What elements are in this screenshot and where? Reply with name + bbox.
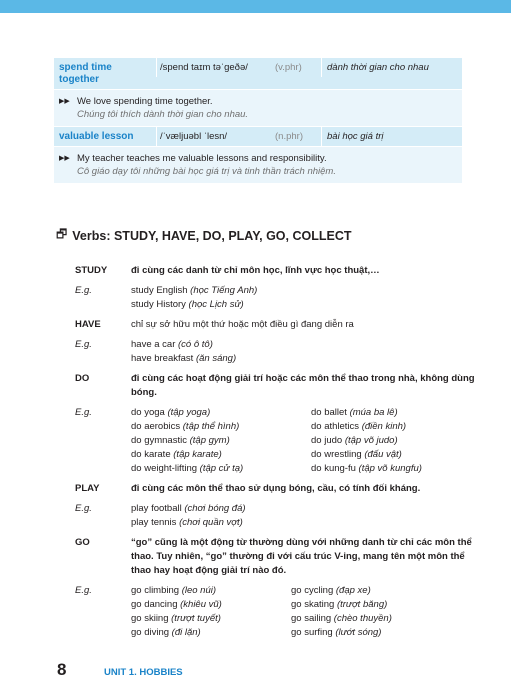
example-pair: do aerobics (tập thể hình) do athletics (điền kinh) bbox=[131, 421, 407, 432]
verb-label: GO bbox=[75, 537, 90, 548]
vocab-example bbox=[54, 90, 462, 127]
notebook-icon: 🗗 bbox=[56, 227, 68, 241]
example-pair: go skiing (trượt tuyết) go sailing (chèo thuyền) bbox=[131, 613, 392, 624]
grammar-list bbox=[75, 264, 475, 646]
vocab-part-of-speech: (n.phr) bbox=[275, 131, 303, 142]
vocab-row bbox=[54, 127, 462, 147]
eg-label: E.g. bbox=[75, 585, 92, 596]
eg-label: E.g. bbox=[75, 503, 92, 514]
verb-description: chỉ sự sở hữu một thứ hoặc một điều gì đang diễn ra bbox=[131, 319, 354, 330]
eg-label: E.g. bbox=[75, 285, 92, 296]
top-color-band bbox=[0, 0, 511, 13]
vocab-word: spend time together bbox=[59, 62, 112, 85]
grammar-entry-do bbox=[75, 372, 475, 400]
grammar-entry-study bbox=[75, 264, 475, 278]
eg-label: E.g. bbox=[75, 339, 92, 350]
example-english: My teacher teaches me valuable lessons and responsibility. bbox=[77, 153, 327, 164]
example-vietnamese: Chúng tôi thích dành thời gian cho nhau. bbox=[77, 109, 249, 120]
vocabulary-table bbox=[54, 58, 462, 184]
example-line: study History (học Lịch sử) bbox=[131, 299, 244, 310]
example-block bbox=[75, 284, 475, 312]
example-pair: do yoga (tập yoga) do ballet (múa ba lê) bbox=[131, 407, 398, 418]
example-vietnamese: Cô giáo dạy tôi những bài học giá trị và tinh thần trách nhiệm. bbox=[77, 166, 336, 177]
double-arrow-icon: ▶▶ bbox=[59, 155, 70, 162]
vocab-row bbox=[54, 58, 462, 90]
section-heading bbox=[56, 225, 352, 246]
example-pair: do weight-lifting (tập cử tạ) do kung-fu (tập võ kungfu) bbox=[131, 463, 422, 474]
grammar-entry-have bbox=[75, 318, 475, 332]
example-line: play tennis (chơi quần vợt) bbox=[131, 517, 243, 528]
example-pair: go dancing (khiêu vũ) go skating (trượt băng) bbox=[131, 599, 388, 610]
vocab-part-of-speech: (v.phr) bbox=[275, 62, 302, 73]
double-arrow-icon: ▶▶ bbox=[59, 98, 70, 105]
verb-label: STUDY bbox=[75, 265, 108, 276]
vocab-meaning: dành thời gian cho nhau bbox=[321, 58, 462, 77]
example-pair: go diving (đi lặn) go surfing (lướt sóng) bbox=[131, 627, 382, 638]
eg-label: E.g. bbox=[75, 407, 92, 418]
grammar-entry-play bbox=[75, 482, 475, 496]
example-line: have a car (có ô tô) bbox=[131, 339, 213, 350]
verb-label: PLAY bbox=[75, 483, 100, 494]
example-line: play football (chơi bóng đá) bbox=[131, 503, 246, 514]
vocab-example bbox=[54, 147, 462, 184]
vocab-ipa: /spend taɪm təˈɡeðə/ bbox=[156, 58, 272, 77]
vocab-meaning: bài học giá trị bbox=[321, 127, 462, 146]
verb-description: “go” cũng là một động từ thường dùng với những danh từ chỉ các môn thể thao. Tuy nhiên, “go” thường đi với cấu trúc V-ing, mang tên một môn thể thao hay hoạt động giải trí nào đó. bbox=[131, 537, 472, 576]
section-title: Verbs: STUDY, HAVE, DO, PLAY, GO, COLLECT bbox=[72, 228, 352, 243]
example-block bbox=[75, 338, 475, 366]
example-line: have breakfast (ăn sáng) bbox=[131, 353, 237, 364]
example-block bbox=[75, 406, 475, 476]
example-block bbox=[75, 584, 475, 640]
vocab-word: valuable lesson bbox=[59, 131, 134, 142]
verb-label: DO bbox=[75, 373, 90, 384]
page-number: 8 bbox=[57, 660, 67, 679]
grammar-entry-go bbox=[75, 536, 475, 578]
example-block bbox=[75, 502, 475, 530]
example-english: We love spending time together. bbox=[77, 96, 213, 107]
unit-title: UNIT 1. HOBBIES bbox=[104, 667, 183, 678]
example-pair: do karate (tập karate) do wrestling (đấu vật) bbox=[131, 449, 402, 460]
vocab-ipa: /ˈvæljuəbl ˈlesn/ bbox=[156, 127, 272, 146]
verb-description: đi cùng các hoạt động giải trí hoặc các môn thể thao trong nhà, không dùng bóng. bbox=[131, 373, 475, 398]
verb-description: đi cùng các danh từ chỉ môn học, lĩnh vực học thuật,… bbox=[131, 265, 380, 276]
example-pair: go climbing (leo núi) go cycling (đạp xe) bbox=[131, 585, 371, 596]
verb-label: HAVE bbox=[75, 319, 101, 330]
verb-description: đi cùng các môn thể thao sử dụng bóng, cầu, có tính đối kháng. bbox=[131, 483, 421, 494]
example-line: study English (học Tiếng Anh) bbox=[131, 285, 258, 296]
example-pair: do gymnastic (tập gym) do judo (tập võ judo) bbox=[131, 435, 398, 446]
